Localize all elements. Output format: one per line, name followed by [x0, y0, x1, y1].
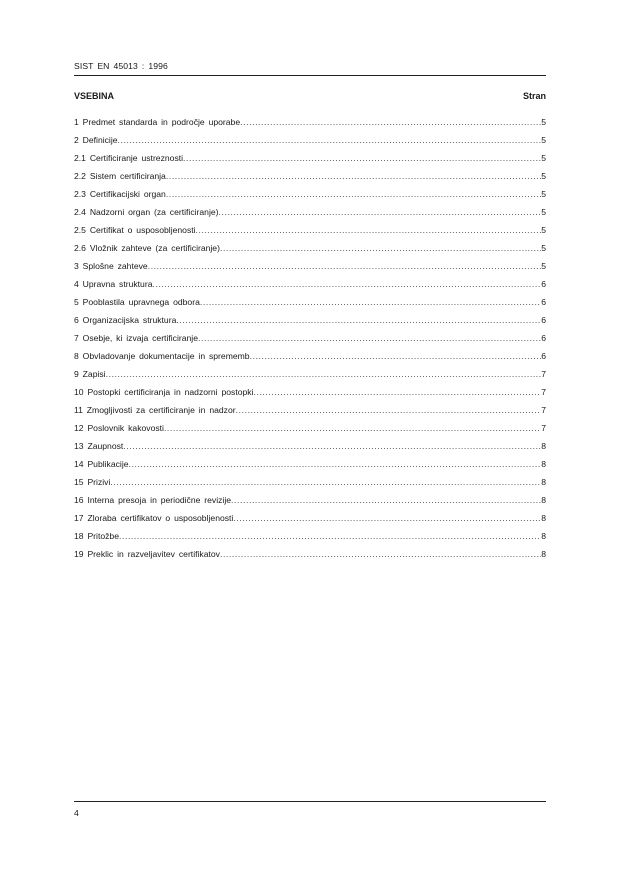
toc-entry-page: 8	[541, 459, 546, 470]
toc-entry-page: 8	[541, 477, 546, 488]
toc-entry-title: 5 Pooblastila upravnega odbora	[74, 297, 200, 308]
toc-entry-title: 11 Zmogljivosti za certificiranje in nadzor	[74, 405, 236, 416]
toc-entry	[74, 333, 546, 351]
toc-entry	[74, 207, 546, 225]
toc-entry-title: 2 Definicije	[74, 135, 118, 146]
toc-entry	[74, 513, 546, 531]
document-id: SIST EN 45013 : 1996	[74, 61, 168, 71]
toc-entry	[74, 153, 546, 171]
toc-entry-page: 5	[541, 261, 546, 272]
toc-entry-title: 4 Upravna struktura	[74, 279, 153, 290]
toc-dot-leader	[164, 423, 541, 433]
toc-entry-title: 15 Prizivi	[74, 477, 111, 488]
toc-entry	[74, 549, 546, 567]
toc-entry	[74, 387, 546, 405]
toc-entry-page: 7	[541, 387, 546, 398]
toc-dot-leader	[166, 171, 541, 181]
toc-entry-title: 2.3 Certifikacijski organ	[74, 189, 166, 200]
toc-entry-title: 7 Osebje, ki izvaja certificiranje	[74, 333, 198, 344]
contents-heading: VSEBINA	[74, 91, 115, 101]
toc-entry	[74, 459, 546, 477]
toc-entry-page: 8	[541, 441, 546, 452]
toc-entry-page: 7	[541, 423, 546, 434]
toc-dot-leader	[253, 387, 541, 397]
toc-entry	[74, 405, 546, 423]
toc-entry	[74, 117, 546, 135]
toc-entry-page: 5	[541, 189, 546, 200]
toc-entry-title: 14 Publikacije	[74, 459, 129, 470]
toc-entry	[74, 441, 546, 459]
toc-entry-page: 7	[541, 405, 546, 416]
toc-dot-leader	[198, 333, 541, 343]
toc-entry-page: 5	[541, 225, 546, 236]
toc-dot-leader	[196, 225, 542, 235]
page-column-label: Stran	[522, 91, 546, 101]
toc-dot-leader	[183, 153, 541, 163]
toc-entry-page: 6	[541, 279, 546, 290]
toc-dot-leader	[220, 549, 541, 559]
toc-entry	[74, 171, 546, 189]
toc-dot-leader	[236, 405, 542, 415]
toc-dot-leader	[240, 117, 541, 127]
toc-dot-leader	[123, 441, 541, 451]
toc-entry-page: 5	[541, 135, 546, 146]
header-rule	[74, 75, 546, 76]
toc-entry-page: 7	[541, 369, 546, 380]
toc-entry-title: 13 Zaupnost	[74, 441, 124, 452]
toc-entry	[74, 351, 546, 369]
toc-dot-leader	[110, 477, 541, 487]
toc-entry-title: 3 Splošne zahteve	[74, 261, 148, 272]
toc-entry	[74, 261, 546, 279]
toc-dot-leader	[176, 315, 541, 325]
toc-entry-page: 8	[541, 549, 546, 560]
toc-dot-leader	[220, 243, 541, 253]
toc-entry	[74, 279, 546, 297]
toc-entry	[74, 369, 546, 387]
toc-entry-page: 5	[541, 117, 546, 127]
toc-entry	[74, 135, 546, 153]
toc-entry-title: 2.1 Certificiranje ustreznosti	[74, 153, 184, 164]
footer-page-number: 4	[74, 808, 79, 818]
toc-entry-page: 8	[541, 495, 546, 506]
toc-dot-leader	[106, 369, 542, 379]
toc-dot-leader	[250, 351, 542, 361]
toc-dot-leader	[200, 297, 541, 307]
toc-dot-leader	[119, 531, 541, 541]
toc-entry-page: 8	[541, 531, 546, 542]
toc-dot-leader	[148, 261, 542, 271]
toc-dot-leader	[129, 459, 542, 469]
toc-entry	[74, 225, 546, 243]
toc-entry-page: 6	[541, 333, 546, 344]
toc-entry-title: 2.4 Nadzorni organ (za certificiranje)	[74, 207, 219, 218]
toc-entry	[74, 477, 546, 495]
toc-entry	[74, 189, 546, 207]
footer-rule	[74, 801, 546, 802]
toc-entry-page: 6	[541, 351, 546, 362]
toc-entry-title: 9 Zapisi	[74, 369, 106, 380]
toc-dot-leader	[118, 135, 542, 145]
table-of-contents	[74, 117, 546, 567]
toc-entry-page: 6	[541, 315, 546, 326]
contents-heading-row	[74, 91, 546, 101]
toc-dot-leader	[231, 495, 541, 505]
toc-entry-title: 19 Preklic in razveljavitev certifikatov	[74, 549, 220, 560]
toc-entry	[74, 243, 546, 261]
toc-entry-page: 5	[541, 153, 546, 164]
toc-entry-title: 2.6 Vložnik zahteve (za certificiranje)	[74, 243, 220, 254]
toc-entry	[74, 297, 546, 315]
toc-dot-leader	[233, 513, 541, 523]
toc-entry-title: 17 Zloraba certifikatov o usposobljenosti	[74, 513, 234, 524]
toc-entry-title: 12 Poslovnik kakovosti	[74, 423, 164, 434]
toc-entry-title: 18 Pritožbe	[74, 531, 119, 542]
toc-entry-title: 2.2 Sistem certificiranja	[74, 171, 166, 182]
toc-dot-leader	[219, 207, 542, 217]
toc-dot-leader	[152, 279, 541, 289]
toc-entry	[74, 495, 546, 513]
toc-entry-page: 5	[541, 207, 546, 218]
toc-entry-title: 8 Obvladovanje dokumentacije in sprememb	[74, 351, 250, 362]
toc-entry-title: 1 Predmet standarda in področje uporabe	[74, 117, 241, 127]
toc-entry	[74, 315, 546, 333]
toc-entry-title: 16 Interna presoja in periodične revizije	[74, 495, 232, 506]
toc-entry-page: 5	[541, 171, 546, 182]
toc-entry-title: 2.5 Certifikat o usposobljenosti	[74, 225, 196, 236]
toc-entry	[74, 423, 546, 441]
toc-entry-page: 5	[541, 243, 546, 254]
toc-entry-page: 8	[541, 513, 546, 524]
toc-entry-title: 6 Organizacijska struktura	[74, 315, 177, 326]
toc-dot-leader	[166, 189, 541, 199]
toc-entry	[74, 531, 546, 549]
toc-entry-page: 6	[541, 297, 546, 308]
document-page	[74, 0, 546, 877]
toc-entry-title: 10 Postopki certificiranja in nadzorni postopki	[74, 387, 254, 398]
